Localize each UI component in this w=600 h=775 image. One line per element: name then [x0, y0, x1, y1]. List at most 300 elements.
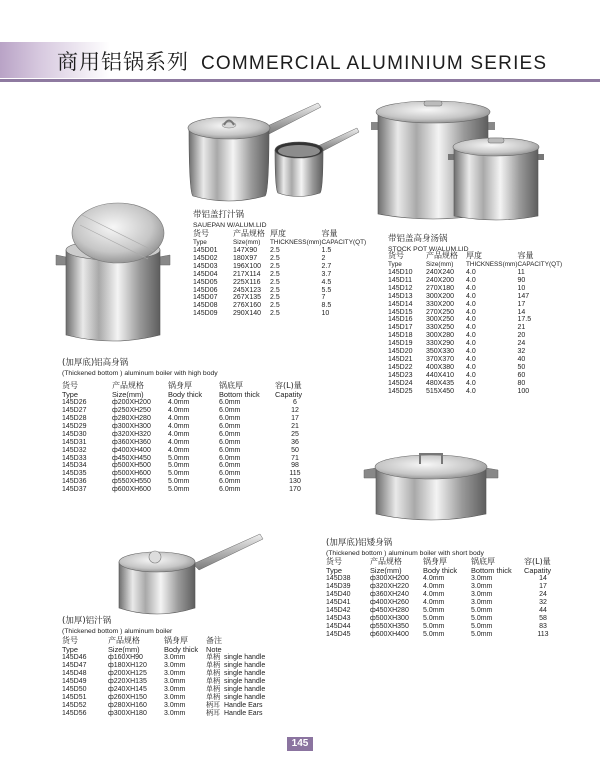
table-row	[62, 686, 280, 694]
table-cell: ф300XH300	[112, 422, 151, 430]
table-row	[193, 255, 366, 263]
table-cell: 217X114	[233, 270, 261, 278]
table-row	[388, 372, 562, 380]
table-row	[388, 309, 562, 317]
table-cell: 4.0mm	[168, 407, 190, 415]
short-boiler-image	[362, 440, 500, 526]
col-head-en: Capatity	[524, 565, 552, 575]
short-boiler-title-cn: (加厚底)铝矮身锅	[326, 538, 393, 548]
table-cell: 50	[517, 363, 526, 371]
table-cell: 7	[321, 294, 326, 302]
table-cell: ф400XH260	[370, 598, 409, 606]
table-cell: ф500XH500	[112, 462, 151, 470]
table-cell: 4.0mm	[168, 399, 190, 407]
col-head-en: CAPACITY(QT)	[321, 238, 367, 246]
col-head: 货号	[388, 251, 404, 260]
table-cell: 400X380	[426, 363, 455, 371]
table-row	[326, 599, 562, 607]
table-cell: 4.0	[466, 355, 476, 363]
table-cell: ф260XH150	[108, 693, 147, 701]
table-cell: 4.0	[466, 340, 476, 348]
col-head-en: Capatity	[275, 389, 303, 399]
table-cell: 145D23	[388, 371, 413, 379]
table-cell: 3.0mm	[164, 709, 186, 717]
table-row	[62, 678, 280, 686]
table-cell: 21	[517, 324, 526, 332]
table-cell: 145D47	[62, 662, 87, 670]
table-cell: 2.5	[270, 278, 280, 286]
table-cell: ф550XH550	[112, 478, 151, 486]
table-cell: 5.0mm	[168, 470, 190, 478]
table-cell: 14	[517, 308, 526, 316]
table-cell: 6.0mm	[219, 446, 241, 454]
table-cell: 6.0mm	[219, 438, 241, 446]
col-head: 货号	[326, 557, 342, 566]
table-cell: 2.5	[270, 302, 280, 310]
table-cell: 145D30	[62, 430, 87, 438]
table-cell: 145D12	[388, 284, 413, 292]
table-cell: 145D41	[326, 598, 351, 606]
table-cell: ф220XH135	[108, 677, 147, 685]
table-cell: 2.5	[270, 254, 280, 262]
table-cell: 145D20	[388, 348, 413, 356]
stockpot-title-cn: 带铝盖高身汤锅	[388, 234, 448, 244]
table-cell: 145D17	[388, 324, 413, 332]
table-cell: 440X410	[426, 371, 455, 379]
table-row	[62, 399, 315, 407]
col-head-en: Type	[62, 644, 79, 654]
col-head-en: Bottom thick	[219, 389, 260, 399]
table-cell: 4.0	[466, 332, 476, 340]
table-cell: 113	[537, 630, 549, 638]
table-cell: 4.0	[466, 371, 476, 379]
col-head-en: THICKNESS(mm)	[466, 260, 518, 268]
table-cell: ф280XH280	[112, 415, 151, 422]
col-head: 厚度	[466, 251, 482, 260]
table-row	[388, 340, 562, 348]
col-head: 容量	[321, 229, 338, 238]
table-cell: 4.0	[466, 387, 476, 395]
table-cell: 145D40	[326, 591, 351, 598]
table-cell: 145D06	[193, 286, 218, 294]
table-cell: 147X90	[233, 247, 258, 254]
table-row	[388, 348, 562, 356]
table-cell: 1.5	[321, 247, 332, 254]
table-cell: 柄耳	[206, 708, 220, 717]
table-row	[388, 301, 562, 309]
juice-pot-title-en: (Thickened bottom ) aluminum boiler	[62, 628, 173, 635]
col-head-en: Type	[193, 238, 207, 246]
table-cell: 3.7	[321, 270, 332, 278]
table-cell: 145D29	[62, 422, 87, 430]
table-cell: ф450XH280	[370, 606, 409, 614]
table-cell: 17.5	[517, 316, 532, 324]
table-cell: 145D56	[62, 709, 87, 717]
high-boiler-title-cn: (加厚底)铝高身锅	[62, 358, 129, 368]
table-cell: 2.5	[270, 294, 280, 302]
table-cell: 145D08	[193, 302, 218, 310]
col-head-en: Type	[62, 389, 79, 399]
table-cell: 5.0mm	[168, 462, 190, 470]
table-cell: 145D32	[62, 446, 87, 454]
table-row	[388, 269, 562, 277]
table-row	[388, 388, 562, 396]
table-cell: 4.0	[466, 276, 476, 284]
table-row	[193, 279, 366, 287]
table-cell: 300X200	[426, 292, 455, 300]
table-cell: single handle	[224, 662, 266, 670]
table-cell: 5.0mm	[423, 606, 445, 614]
table-row	[62, 423, 315, 431]
table-row	[326, 615, 562, 623]
table-cell: 330X250	[426, 324, 455, 332]
high-boiler-image	[52, 195, 174, 345]
table-row	[326, 575, 562, 583]
col-head-en: Size(mm)	[233, 238, 261, 246]
table-cell: 145D05	[193, 278, 218, 286]
table-cell: 145D35	[62, 470, 87, 478]
table-cell: 100	[517, 387, 530, 395]
page-title	[57, 46, 547, 76]
col-head: 锅底厚	[471, 557, 495, 566]
table-cell: 单柄	[206, 692, 220, 701]
table-cell: 145D27	[62, 407, 87, 415]
table-cell: 4.0mm	[423, 591, 445, 598]
table-cell: 4.0	[466, 348, 476, 356]
table-cell: 2.5	[270, 286, 280, 294]
table-row	[62, 710, 280, 718]
table-cell: 145D04	[193, 270, 218, 278]
table-cell: 6.0mm	[219, 470, 241, 478]
table-cell: 145D14	[388, 300, 413, 308]
table-row	[62, 407, 315, 415]
table-cell: 10	[321, 310, 330, 318]
table-cell: 6.0mm	[219, 478, 241, 486]
table-cell: ф450XH450	[112, 454, 151, 462]
table-cell: 4.0	[466, 292, 476, 300]
table-cell: ф360XH240	[370, 591, 409, 598]
table-cell: 225X116	[233, 278, 261, 286]
table-row	[62, 670, 280, 678]
table-cell: 145D09	[193, 310, 218, 318]
col-head-en: Type	[326, 565, 343, 575]
table-row	[388, 277, 562, 285]
short-boiler-title-en: (Thickened bottom ) aluminum boiler with short body	[326, 550, 484, 557]
table-cell: 145D15	[388, 308, 413, 316]
high-boiler-table	[62, 382, 315, 494]
table-row	[62, 470, 315, 478]
table-row	[193, 302, 366, 310]
table-cell: 5.0mm	[168, 478, 190, 486]
col-head: 锅身厚	[164, 636, 188, 645]
col-head-en: Note	[206, 644, 222, 654]
table-cell: 5.0mm	[471, 606, 493, 614]
table-cell: 2.5	[270, 262, 280, 270]
table-cell: ф300XH180	[108, 709, 147, 717]
table-cell: 145D10	[388, 269, 413, 276]
table-cell: 240X200	[426, 276, 455, 284]
short-boiler-table	[326, 558, 562, 638]
table-cell: 4.0	[466, 379, 476, 387]
table-cell: ф180XH120	[108, 662, 147, 670]
juice-pot-section-title	[62, 616, 172, 636]
table-cell: 3.0mm	[164, 662, 186, 670]
table-cell: 11	[517, 269, 525, 276]
juice-pot-table	[62, 637, 280, 717]
saucepan-image	[183, 98, 363, 208]
col-head-en: Body thick	[423, 565, 458, 575]
table-cell: 145D22	[388, 363, 413, 371]
table-cell: ф160XH90	[108, 654, 143, 662]
table-row	[193, 294, 366, 302]
table-cell: 3.0mm	[164, 677, 186, 685]
table-row	[193, 247, 366, 255]
table-cell: 145D33	[62, 454, 87, 462]
table-cell: 145D28	[62, 415, 87, 422]
table-cell: 柄耳	[206, 700, 220, 709]
table-cell: 24	[539, 591, 547, 598]
table-cell: ф240XH145	[108, 685, 147, 693]
table-cell: ф320XH220	[370, 583, 409, 591]
col-head-en: Size(mm)	[370, 565, 402, 575]
page-number: 145	[287, 737, 313, 751]
table-cell: ф550XH350	[370, 622, 409, 630]
col-head-en: CAPACITY(QT)	[517, 260, 563, 268]
table-row	[62, 486, 315, 494]
table-cell: 4.0mm	[168, 446, 190, 454]
table-cell: 单柄	[206, 653, 220, 662]
col-head: 货号	[193, 229, 209, 238]
saucepan-section-title	[193, 210, 267, 230]
table-row	[193, 310, 366, 318]
col-head: 容(L)量	[524, 557, 551, 566]
table-cell: 267X135	[233, 294, 262, 302]
table-row	[326, 591, 562, 599]
table-row	[193, 287, 366, 295]
short-boiler-section-title	[326, 538, 484, 558]
table-cell: 145D44	[326, 622, 351, 630]
table-cell: single handle	[224, 670, 266, 677]
table-row	[326, 623, 562, 631]
stockpot-title-en: STOCK POT W/ALUM.LID	[388, 246, 469, 253]
table-cell: 14	[539, 575, 547, 583]
juice-pot-title-cn: (加厚)铝汁锅	[62, 616, 112, 626]
table-cell: 2.5	[270, 247, 280, 254]
table-cell: 3.0mm	[164, 670, 186, 677]
table-cell: ф500XH300	[370, 614, 409, 622]
table-cell: 17	[517, 300, 526, 308]
table-cell: 370X370	[426, 355, 455, 363]
table-cell: 10	[517, 284, 526, 292]
table-cell: 17	[291, 415, 299, 422]
table-cell: 2.5	[270, 270, 280, 278]
table-row	[62, 654, 280, 662]
table-cell: 98	[291, 462, 299, 470]
table-cell: 145D39	[326, 583, 351, 591]
col-head: 锅身厚	[168, 381, 192, 390]
table-cell: 330X290	[426, 340, 455, 348]
table-cell: 4.0	[466, 316, 476, 324]
table-row	[388, 316, 562, 324]
col-head: 备注	[206, 636, 222, 645]
table-row	[62, 694, 280, 702]
table-cell: 5.0mm	[423, 622, 445, 630]
table-row	[62, 431, 315, 439]
table-cell: 单柄	[206, 661, 220, 670]
table-cell: 4.0mm	[168, 422, 190, 430]
col-head: 产品规格	[112, 381, 144, 390]
table-cell: 145D31	[62, 438, 87, 446]
table-cell: 58	[539, 614, 547, 622]
table-cell: ф200XH200	[112, 399, 151, 407]
table-cell: 83	[539, 622, 547, 630]
col-head: 产品规格	[426, 251, 458, 260]
table-cell: 145D16	[388, 316, 413, 324]
table-cell: 145D52	[62, 701, 87, 709]
table-cell: 145D50	[62, 685, 87, 693]
table-cell: 3.0mm	[164, 654, 186, 662]
table-cell: 3.0mm	[164, 701, 186, 709]
table-cell: 196X100	[233, 262, 262, 270]
table-cell: 44	[539, 606, 547, 614]
stockpot-image	[368, 96, 546, 224]
table-cell: 145D21	[388, 355, 413, 363]
table-cell: 6.0mm	[219, 462, 241, 470]
table-row	[388, 356, 562, 364]
table-cell: 145D19	[388, 340, 413, 348]
table-cell: 8.5	[321, 302, 332, 310]
table-cell: 6.0mm	[219, 415, 241, 422]
high-boiler-section-title	[62, 358, 218, 378]
table-cell: 4.0mm	[423, 583, 445, 591]
table-cell: 276X160	[233, 302, 262, 310]
stockpot-table	[388, 252, 562, 396]
table-cell: 单柄	[206, 684, 220, 693]
table-cell: 145D02	[193, 254, 218, 262]
table-cell: 240X240	[426, 269, 455, 276]
table-cell: 6	[293, 399, 297, 407]
table-cell: 32	[539, 598, 547, 606]
table-cell: 2	[321, 254, 326, 262]
table-cell: 5.0mm	[168, 454, 190, 462]
table-cell: 115	[289, 470, 301, 478]
table-cell: 145D11	[388, 276, 413, 284]
col-head-en: Size(mm)	[112, 389, 144, 399]
table-cell: 40	[517, 355, 526, 363]
table-row	[388, 293, 562, 301]
table-cell: ф600XH400	[370, 630, 409, 638]
table-cell: 4.0mm	[168, 415, 190, 422]
table-cell: 24	[517, 340, 526, 348]
table-cell: 145D46	[62, 654, 87, 662]
table-cell: 350X330	[426, 348, 455, 356]
table-row	[62, 702, 280, 710]
table-cell: 6.0mm	[219, 454, 241, 462]
table-cell: single handle	[224, 693, 266, 701]
table-cell: 300X280	[426, 332, 455, 340]
table-cell: 3.0mm	[164, 685, 186, 693]
table-cell: 170	[289, 486, 301, 494]
table-cell: 145D26	[62, 399, 87, 407]
table-row	[62, 415, 315, 423]
col-head: 容(L)量	[275, 381, 302, 390]
table-cell: 5.0mm	[471, 614, 493, 622]
table-cell: 4.0mm	[423, 598, 445, 606]
col-head-en: Body thick	[168, 389, 203, 399]
table-row	[193, 263, 366, 271]
high-boiler-title-en: (Thickened bottom ) aluminum boiler with high body	[62, 370, 218, 377]
table-cell: 4.0mm	[168, 430, 190, 438]
table-cell: 6.0mm	[219, 430, 241, 438]
col-head-en: Size(mm)	[426, 260, 454, 268]
table-cell: 145D37	[62, 486, 87, 494]
table-cell: 60	[517, 371, 526, 379]
table-cell: 2.7	[321, 262, 332, 270]
table-cell: 3.0mm	[471, 591, 493, 598]
table-cell: 145D48	[62, 670, 87, 677]
col-head: 货号	[62, 381, 78, 390]
table-cell: 12	[291, 407, 299, 415]
header-rule	[0, 79, 600, 82]
table-cell: ф500XH600	[112, 470, 151, 478]
table-cell: 4.0	[466, 324, 476, 332]
table-cell: 130	[289, 478, 301, 486]
table-cell: 6.0mm	[219, 422, 241, 430]
table-row	[388, 380, 562, 388]
page-title-en: COMMERCIAL ALUMINIUM SERIES	[201, 53, 548, 74]
col-head: 锅身厚	[423, 557, 447, 566]
table-cell: 3.0mm	[471, 598, 493, 606]
table-cell: 290X140	[233, 310, 262, 318]
table-cell: 145D03	[193, 262, 218, 270]
table-cell: 2.5	[270, 310, 280, 318]
table-cell: 71	[291, 454, 299, 462]
table-cell: 147	[517, 292, 530, 300]
table-cell: ф600XH600	[112, 486, 151, 494]
col-head: 产品规格	[233, 229, 265, 238]
table-cell: 90	[517, 276, 526, 284]
table-cell: single handle	[224, 677, 266, 685]
table-row	[62, 662, 280, 670]
table-row	[62, 478, 315, 486]
page-title-cn: 商用铝锅系列	[57, 50, 189, 74]
col-head: 锅底厚	[219, 381, 243, 390]
table-cell: 5.0mm	[168, 486, 190, 494]
table-cell: 145D07	[193, 294, 218, 302]
table-row	[62, 462, 315, 470]
table-cell: 145D34	[62, 462, 87, 470]
table-cell: 5.0mm	[471, 630, 493, 638]
table-cell: 145D42	[326, 606, 351, 614]
table-cell: 5.0mm	[423, 614, 445, 622]
table-row	[326, 607, 562, 615]
table-cell: 5.0mm	[423, 630, 445, 638]
table-cell: ф360XH360	[112, 438, 151, 446]
col-head-en: Body thick	[164, 644, 199, 654]
table-cell: 145D18	[388, 332, 413, 340]
table-cell: 3.0mm	[164, 693, 186, 701]
table-cell: 4.0mm	[423, 575, 445, 583]
table-cell: ф320XH320	[112, 430, 151, 438]
table-cell: single handle	[224, 685, 266, 693]
table-cell: 515X450	[426, 387, 455, 395]
col-head: 产品规格	[370, 557, 402, 566]
table-cell: 17	[539, 583, 547, 591]
table-cell: 4.0	[466, 363, 476, 371]
table-cell: Handle Ears	[224, 701, 263, 709]
table-cell: 145D45	[326, 630, 351, 638]
table-cell: 20	[517, 332, 526, 340]
